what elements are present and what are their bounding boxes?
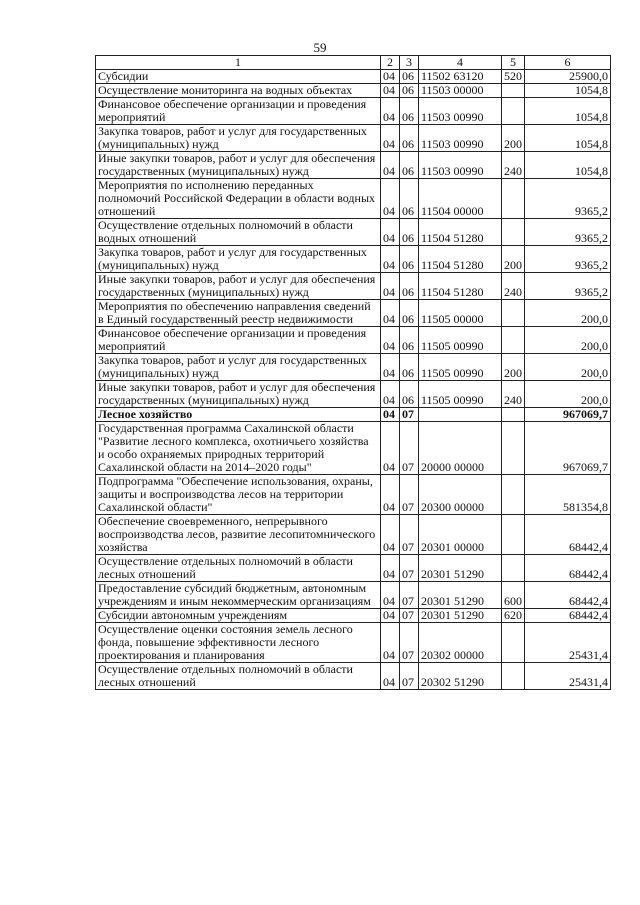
subsection-code: 07 bbox=[400, 609, 419, 623]
row-name: Иные закупки товаров, работ и услуг для обеспечения государственных (муниципальных) нужд bbox=[96, 273, 381, 300]
section-code: 04 bbox=[381, 273, 400, 300]
row-name: Субсидии автономным учреждениям bbox=[96, 609, 381, 623]
section-code: 04 bbox=[381, 179, 400, 219]
target-article-code: 20301 51290 bbox=[419, 609, 502, 623]
target-article-code bbox=[419, 408, 502, 422]
subsection-code: 07 bbox=[400, 475, 419, 515]
table-row bbox=[96, 515, 611, 555]
section-code: 04 bbox=[381, 663, 400, 690]
target-article-code: 20302 51290 bbox=[419, 663, 502, 690]
expense-type-code bbox=[502, 623, 525, 663]
column-header: 5 bbox=[502, 56, 525, 70]
section-code: 04 bbox=[381, 408, 400, 422]
budget-table bbox=[95, 55, 611, 690]
table-row bbox=[96, 273, 611, 300]
table-row bbox=[96, 98, 611, 125]
table-row bbox=[96, 663, 611, 690]
section-code: 04 bbox=[381, 582, 400, 609]
amount: 9365,2 bbox=[525, 273, 611, 300]
expense-type-code: 200 bbox=[502, 125, 525, 152]
table-row bbox=[96, 84, 611, 98]
section-code: 04 bbox=[381, 70, 400, 84]
subsection-code: 06 bbox=[400, 354, 419, 381]
target-article-code: 11503 00990 bbox=[419, 125, 502, 152]
subsection-code: 07 bbox=[400, 582, 419, 609]
amount: 68442,4 bbox=[525, 582, 611, 609]
expense-type-code: 240 bbox=[502, 273, 525, 300]
amount: 68442,4 bbox=[525, 515, 611, 555]
expense-type-code: 620 bbox=[502, 609, 525, 623]
expense-type-code: 200 bbox=[502, 354, 525, 381]
section-code: 04 bbox=[381, 327, 400, 354]
subsection-code: 06 bbox=[400, 219, 419, 246]
row-name: Предоставление субсидий бюджетным, автономным учреждениям и иным некоммерческим организациям bbox=[96, 582, 381, 609]
table-row bbox=[96, 475, 611, 515]
row-name: Осуществление мониторинга на водных объектах bbox=[96, 84, 381, 98]
expense-type-code bbox=[502, 422, 525, 475]
row-name: Финансовое обеспечение организации и проведения мероприятий bbox=[96, 327, 381, 354]
amount: 25431,4 bbox=[525, 663, 611, 690]
amount: 200,0 bbox=[525, 327, 611, 354]
amount: 68442,4 bbox=[525, 555, 611, 582]
table-row bbox=[96, 422, 611, 475]
target-article-code: 20302 00000 bbox=[419, 623, 502, 663]
row-name: Подпрограмма "Обеспечение использования, охраны, защиты и воспроизводства лесов на территории Сахалинской области" bbox=[96, 475, 381, 515]
subsection-code: 06 bbox=[400, 98, 419, 125]
page-number: 59 bbox=[313, 40, 327, 55]
row-name: Закупка товаров, работ и услуг для государственных (муниципальных) нужд bbox=[96, 246, 381, 273]
column-header: 1 bbox=[96, 56, 381, 70]
amount: 1054,8 bbox=[525, 84, 611, 98]
target-article-code: 11503 00000 bbox=[419, 84, 502, 98]
table-row bbox=[96, 555, 611, 582]
expense-type-code bbox=[502, 408, 525, 422]
subsection-code: 07 bbox=[400, 408, 419, 422]
amount: 9365,2 bbox=[525, 179, 611, 219]
amount: 200,0 bbox=[525, 354, 611, 381]
subsection-code: 06 bbox=[400, 273, 419, 300]
table-row bbox=[96, 354, 611, 381]
subsection-code: 06 bbox=[400, 70, 419, 84]
section-code: 04 bbox=[381, 84, 400, 98]
row-name: Закупка товаров, работ и услуг для государственных (муниципальных) нужд bbox=[96, 125, 381, 152]
amount: 25431,4 bbox=[525, 623, 611, 663]
target-article-code: 11505 00000 bbox=[419, 300, 502, 327]
table-row bbox=[96, 152, 611, 179]
target-article-code: 20301 51290 bbox=[419, 582, 502, 609]
subsection-code: 06 bbox=[400, 300, 419, 327]
column-header: 4 bbox=[419, 56, 502, 70]
amount: 967069,7 bbox=[525, 408, 611, 422]
expense-type-code bbox=[502, 179, 525, 219]
column-header: 2 bbox=[381, 56, 400, 70]
amount: 581354,8 bbox=[525, 475, 611, 515]
amount: 25900,0 bbox=[525, 70, 611, 84]
section-code: 04 bbox=[381, 354, 400, 381]
target-article-code: 11503 00990 bbox=[419, 98, 502, 125]
row-name: Осуществление оценки состояния земель лесного фонда, повышение эффективности лесного проектирования и планирования bbox=[96, 623, 381, 663]
subsection-code: 07 bbox=[400, 422, 419, 475]
amount: 9365,2 bbox=[525, 246, 611, 273]
amount: 1054,8 bbox=[525, 98, 611, 125]
section-code: 04 bbox=[381, 125, 400, 152]
column-header: 6 bbox=[525, 56, 611, 70]
subsection-code: 07 bbox=[400, 663, 419, 690]
section-code: 04 bbox=[381, 152, 400, 179]
section-code: 04 bbox=[381, 623, 400, 663]
expense-type-code bbox=[502, 219, 525, 246]
section-code: 04 bbox=[381, 219, 400, 246]
row-name: Иные закупки товаров, работ и услуг для обеспечения государственных (муниципальных) нужд bbox=[96, 381, 381, 408]
expense-type-code bbox=[502, 300, 525, 327]
amount: 68442,4 bbox=[525, 609, 611, 623]
section-code: 04 bbox=[381, 381, 400, 408]
row-name: Финансовое обеспечение организации и проведения мероприятий bbox=[96, 98, 381, 125]
subsection-code: 06 bbox=[400, 125, 419, 152]
section-code: 04 bbox=[381, 555, 400, 582]
amount: 200,0 bbox=[525, 381, 611, 408]
subsection-code: 06 bbox=[400, 179, 419, 219]
target-article-code: 11504 00000 bbox=[419, 179, 502, 219]
expense-type-code bbox=[502, 84, 525, 98]
table-row bbox=[96, 609, 611, 623]
expense-type-code bbox=[502, 475, 525, 515]
section-code: 04 bbox=[381, 609, 400, 623]
table-row bbox=[96, 125, 611, 152]
section-code: 04 bbox=[381, 475, 400, 515]
table-row bbox=[96, 70, 611, 84]
target-article-code: 11502 63120 bbox=[419, 70, 502, 84]
subsection-code: 07 bbox=[400, 515, 419, 555]
subsection-code: 07 bbox=[400, 555, 419, 582]
row-name: Иные закупки товаров, работ и услуг для обеспечения государственных (муниципальных) нужд bbox=[96, 152, 381, 179]
column-header: 3 bbox=[400, 56, 419, 70]
row-name: Мероприятия по исполнению переданных полномочий Российской Федерации в области водных отношений bbox=[96, 179, 381, 219]
section-code: 04 bbox=[381, 515, 400, 555]
target-article-code: 11504 51280 bbox=[419, 219, 502, 246]
expense-type-code bbox=[502, 327, 525, 354]
target-article-code: 11504 51280 bbox=[419, 273, 502, 300]
expense-type-code: 520 bbox=[502, 70, 525, 84]
amount: 1054,8 bbox=[525, 152, 611, 179]
section-code: 04 bbox=[381, 300, 400, 327]
subsection-code: 06 bbox=[400, 381, 419, 408]
expense-type-code bbox=[502, 515, 525, 555]
amount: 967069,7 bbox=[525, 422, 611, 475]
target-article-code: 20000 00000 bbox=[419, 422, 502, 475]
header-row bbox=[96, 56, 611, 70]
table-row bbox=[96, 219, 611, 246]
subsection-code: 06 bbox=[400, 327, 419, 354]
subsection-code: 06 bbox=[400, 152, 419, 179]
table-row bbox=[96, 408, 611, 422]
table-row bbox=[96, 300, 611, 327]
row-name: Закупка товаров, работ и услуг для государственных (муниципальных) нужд bbox=[96, 354, 381, 381]
amount: 1054,8 bbox=[525, 125, 611, 152]
row-name: Осуществление отдельных полномочий в области лесных отношений bbox=[96, 555, 381, 582]
table-row bbox=[96, 381, 611, 408]
target-article-code: 20301 00000 bbox=[419, 515, 502, 555]
row-name: Субсидии bbox=[96, 70, 381, 84]
section-code: 04 bbox=[381, 98, 400, 125]
expense-type-code bbox=[502, 663, 525, 690]
expense-type-code: 240 bbox=[502, 152, 525, 179]
row-name: Государственная программа Сахалинской области "Развитие лесного комплекса, охотничьего хозяйства и особо охраняемых природных территорий Сахалинской области на 2014–2020 годы" bbox=[96, 422, 381, 475]
table-row bbox=[96, 623, 611, 663]
amount: 9365,2 bbox=[525, 219, 611, 246]
target-article-code: 11504 51280 bbox=[419, 246, 502, 273]
expense-type-code: 200 bbox=[502, 246, 525, 273]
row-name: Осуществление отдельных полномочий в области лесных отношений bbox=[96, 663, 381, 690]
section-code: 04 bbox=[381, 422, 400, 475]
target-article-code: 11503 00990 bbox=[419, 152, 502, 179]
table-row bbox=[96, 327, 611, 354]
row-name: Осуществление отдельных полномочий в области водных отношений bbox=[96, 219, 381, 246]
target-article-code: 20301 51290 bbox=[419, 555, 502, 582]
subsection-code: 06 bbox=[400, 246, 419, 273]
subsection-code: 06 bbox=[400, 84, 419, 98]
target-article-code: 11505 00990 bbox=[419, 354, 502, 381]
subsection-code: 07 bbox=[400, 623, 419, 663]
target-article-code: 11505 00990 bbox=[419, 327, 502, 354]
expense-type-code: 240 bbox=[502, 381, 525, 408]
table-row bbox=[96, 179, 611, 219]
expense-type-code bbox=[502, 98, 525, 125]
row-name: Мероприятия по обеспечению направления сведений в Единый государственный реестр недвижимости bbox=[96, 300, 381, 327]
table-row bbox=[96, 582, 611, 609]
target-article-code: 11505 00990 bbox=[419, 381, 502, 408]
expense-type-code bbox=[502, 555, 525, 582]
amount: 200,0 bbox=[525, 300, 611, 327]
target-article-code: 20300 00000 bbox=[419, 475, 502, 515]
section-code: 04 bbox=[381, 246, 400, 273]
table-row bbox=[96, 246, 611, 273]
expense-type-code: 600 bbox=[502, 582, 525, 609]
row-name: Обеспечение своевременного, непрерывного воспроизводства лесов, развитие лесопитомнического хозяйства bbox=[96, 515, 381, 555]
row-name: Лесное хозяйство bbox=[96, 408, 381, 422]
